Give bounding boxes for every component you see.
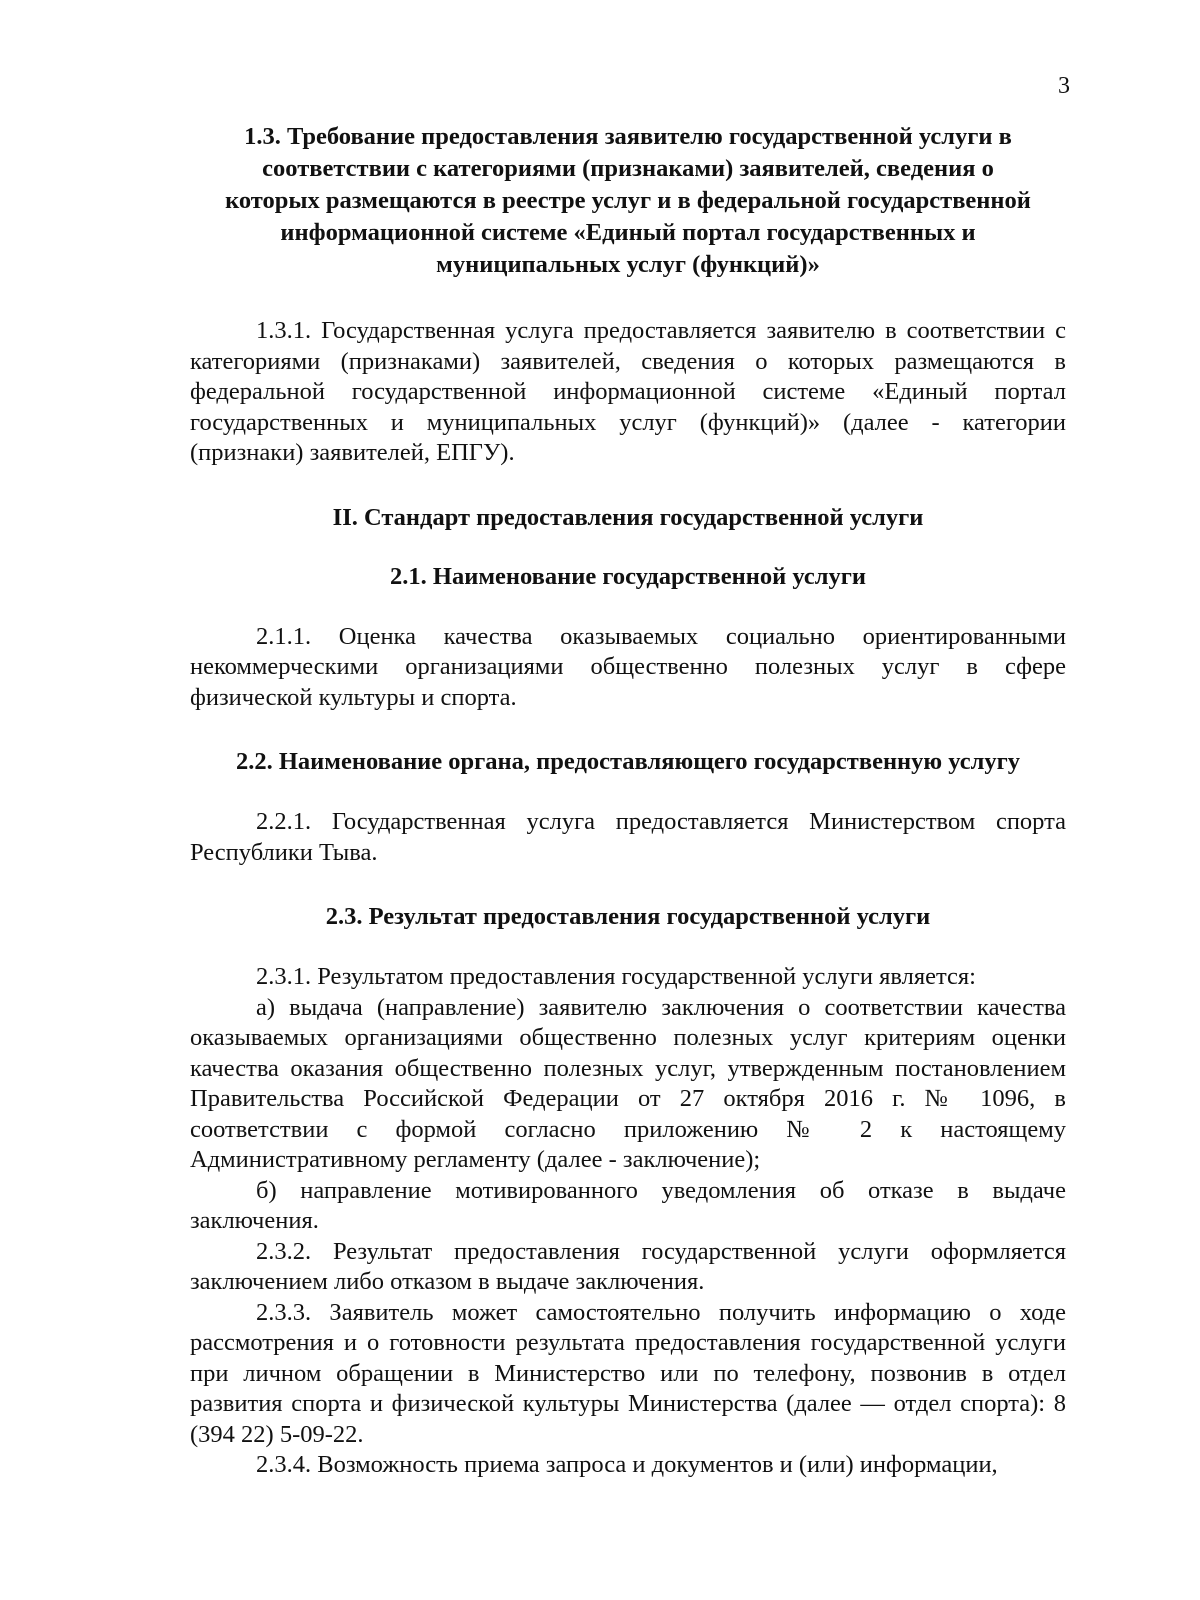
paragraph-2-3-1-a: а) выдача (направление) заявителю заключения о соответствии качества оказываемых организациями общественно полезных услуг критериям оценки качества оказания общественно полезных услуг, утвержденным постановлением Правительства Российской Федерации от 27 октября 2016 г. № 1096, в соответствии с формой согласно приложению № 2 к настоящему Административному регламенту (далее - заключение);	[190, 993, 1066, 1173]
section-2-1-title: 2.1. Наименование государственной услуги	[390, 562, 866, 590]
section-1-3-title-line: которых размещаются в реестре услуг и в федеральной государственной	[225, 187, 1031, 214]
paragraph-2-1-1: 2.1.1. Оценка качества оказываемых социально ориентированными некоммерческими организациями общественно полезных услуг в сфере физической культуры и спорта.	[190, 622, 1066, 711]
section-II-title: II. Стандарт предоставления государственной услуги	[332, 503, 924, 531]
section-2-2-title: 2.2. Наименование органа, предоставляющего государственную услугу	[235, 748, 1021, 775]
section-1-3-title	[190, 121, 1066, 281]
page-number: 3	[1058, 73, 1070, 99]
paragraph-2-3-4: 2.3.4. Возможность приема запроса и документов и (или) информации,	[256, 1451, 998, 1478]
section-1-3-title-line: муниципальных услуг (функций)»	[436, 251, 820, 278]
paragraph-2-3-3: 2.3.3. Заявитель может самостоятельно получить информацию о ходе рассмотрения и о готовности результата предоставления государственной услуги при личном обращении в Министерство или по телефону, позвонив в отдел развития спорта и физической культуры Министерства (далее — отдел спорта): 8 (394 22) 5-09-22.	[190, 1298, 1066, 1448]
paragraph-1-3-1: 1.3.1. Государственная услуга предоставляется заявителю в соответствии с категориями (признаками) заявителей, сведения о которых размещаются в федеральной государственной информационной системе «Единый портал государственных и муниципальных услуг (функций)» (далее - категории (признаки) заявителей, ЕПГУ).	[190, 317, 1066, 466]
paragraph-2-3-2: 2.3.2. Результат предоставления государственной услуги оформляется заключением либо отказом в выдаче заключения.	[190, 1237, 1066, 1295]
paragraph-2-3-1-b: б) направление мотивированного уведомления об отказе в выдаче заключения.	[190, 1176, 1066, 1234]
section-1-3-title-line: соответствии с категориями (признаками) заявителей, сведения о	[262, 155, 994, 182]
paragraph-2-2-1: 2.2.1. Государственная услуга предоставляется Министерством спорта Республики Тыва.	[190, 808, 1066, 866]
section-2-3-title: 2.3. Результат предоставления государственной услуги	[325, 903, 931, 930]
paragraph-2-3-1: 2.3.1. Результатом предоставления государственной услуги является:	[256, 963, 976, 990]
section-1-3-title-line: информационной системе «Единый портал государственных и	[280, 219, 976, 246]
document-body	[190, 121, 1066, 1481]
section-1-3-title-line: 1.3. Требование предоставления заявителю государственной услуги в	[244, 123, 1012, 150]
